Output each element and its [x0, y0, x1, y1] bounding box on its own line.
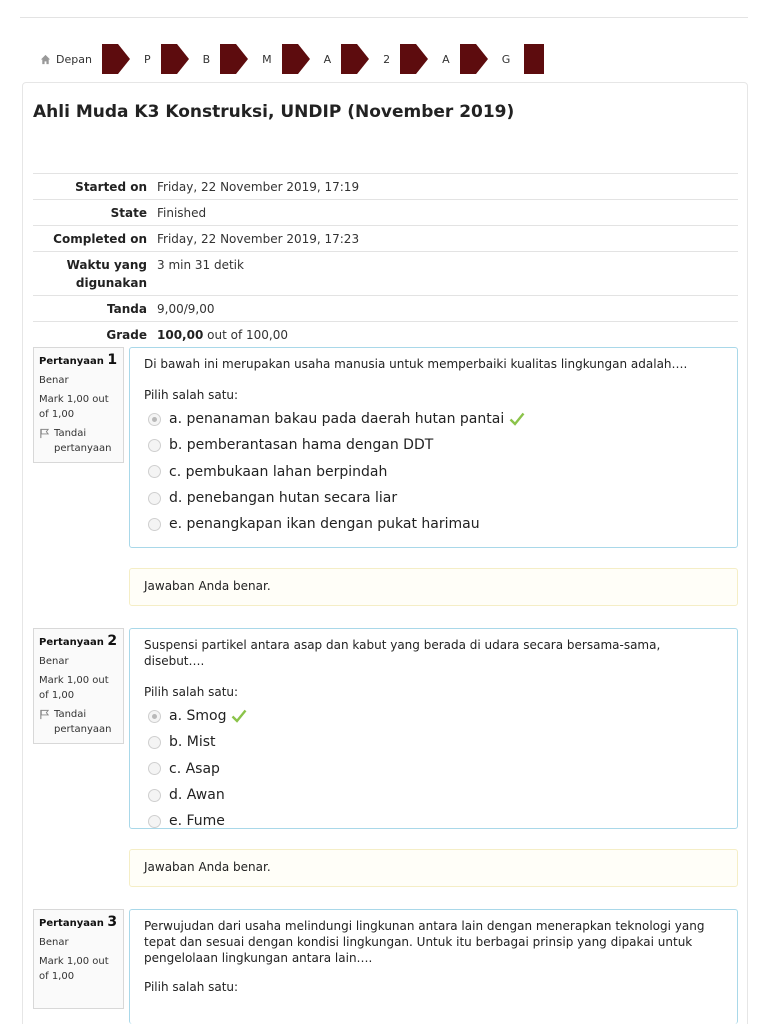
flag-question-button[interactable]	[39, 426, 118, 456]
grade-total: out of 100,00	[207, 328, 288, 342]
radio-button[interactable]	[148, 710, 161, 723]
question-text: Perwujudan dari usaha melindungi lingkunan antara lain dengan menerapkan teknologi yang tepat dan sesuai dengan kondisi lingkungan. Untuk itu berbagai prinsip yang dipakai untuk pengelolaan lingkungan antara lain….	[144, 919, 705, 965]
page-title: Ahli Muda K3 Konstruksi, UNDIP (November 2019)	[33, 102, 515, 122]
breadcrumb-separator	[460, 44, 488, 74]
answer-list	[144, 703, 723, 834]
answer-option[interactable]	[148, 459, 723, 485]
summary-row-started	[33, 173, 738, 199]
question-info-3	[33, 909, 124, 1009]
answer-feedback: Jawaban Anda benar.	[129, 849, 738, 887]
attempt-summary-table	[33, 173, 738, 347]
summary-value	[157, 326, 738, 344]
answer-label: e. Fume	[169, 813, 225, 830]
breadcrumb-separator	[341, 44, 369, 74]
breadcrumb-item-3[interactable]: M	[262, 52, 272, 66]
breadcrumb-end-marker	[524, 44, 544, 74]
answer-label: a. penanaman bakau pada daerah hutan pantai	[169, 411, 505, 428]
summary-row-completed	[33, 225, 738, 251]
breadcrumb-separator	[282, 44, 310, 74]
radio-button[interactable]	[148, 815, 161, 828]
summary-row-grade	[33, 321, 738, 347]
question-info-1	[33, 347, 124, 463]
top-divider	[20, 17, 748, 18]
answer-option[interactable]	[148, 729, 723, 755]
summary-row-time	[33, 251, 738, 295]
answer-option[interactable]	[148, 808, 723, 834]
answer-label: e. penangkapan ikan dengan pukat harimau	[169, 516, 480, 533]
breadcrumb-item-1[interactable]: P	[143, 52, 151, 66]
breadcrumb-home-label: Depan	[56, 52, 92, 66]
breadcrumb-separator	[161, 44, 189, 74]
answer-option[interactable]	[148, 511, 723, 537]
flag-icon	[39, 709, 50, 720]
flag-question-label: Tandai pertanyaan	[54, 709, 112, 735]
correct-check-icon	[509, 412, 525, 426]
summary-label: Tanda	[107, 302, 147, 316]
answer-prompt: Pilih salah satu:	[144, 980, 239, 994]
answer-label: b. pemberantasan hama dengan DDT	[169, 437, 434, 454]
breadcrumb-item-7[interactable]: G	[501, 52, 511, 66]
breadcrumb-item-5[interactable]: 2	[383, 52, 391, 66]
answer-label: a. Smog	[169, 708, 227, 725]
flag-icon	[39, 428, 50, 439]
correct-check-icon	[231, 709, 247, 723]
flag-question-button[interactable]	[39, 707, 118, 737]
radio-button[interactable]	[148, 413, 161, 426]
question-text: Suspensi partikel antara asap dan kabut yang berada di udara secara bersama-sama, disebut….	[144, 638, 661, 668]
question-mark: Mark 1,00 out of 1,00	[39, 956, 109, 982]
answer-option[interactable]	[148, 406, 723, 432]
question-mark: Mark 1,00 out of 1,00	[39, 675, 109, 701]
answer-feedback: Jawaban Anda benar.	[129, 568, 738, 606]
breadcrumb-item-2[interactable]: B	[202, 52, 211, 66]
radio-button[interactable]	[148, 762, 161, 775]
grade-score: 100,00	[157, 328, 204, 342]
answer-option[interactable]	[148, 485, 723, 511]
summary-value: 3 min 31 detik	[157, 258, 244, 272]
summary-value: 9,00/9,00	[157, 302, 215, 316]
answer-list	[144, 406, 723, 537]
summary-row-state	[33, 199, 738, 225]
question-number: Pertanyaan 1	[39, 352, 118, 368]
answer-option[interactable]	[148, 703, 723, 729]
breadcrumb-separator	[220, 44, 248, 74]
question-number: Pertanyaan 2	[39, 633, 118, 649]
question-number: Pertanyaan 3	[39, 914, 118, 930]
answer-option[interactable]	[148, 756, 723, 782]
summary-value: Friday, 22 November 2019, 17:23	[157, 232, 360, 246]
answer-label: d. penebangan hutan secara liar	[169, 490, 398, 507]
summary-row-marks	[33, 295, 738, 321]
breadcrumb	[40, 44, 544, 74]
summary-value: Finished	[157, 206, 207, 220]
question-info-2	[33, 628, 124, 744]
answer-prompt: Pilih salah satu:	[144, 685, 239, 699]
question-content-2	[129, 628, 738, 829]
summary-value: Friday, 22 November 2019, 17:19	[157, 180, 360, 194]
breadcrumb-separator	[400, 44, 428, 74]
answer-option[interactable]	[148, 432, 723, 458]
question-state: Benar	[39, 656, 69, 667]
radio-button[interactable]	[148, 736, 161, 749]
question-state: Benar	[39, 937, 69, 948]
radio-button[interactable]	[148, 465, 161, 478]
breadcrumb-separator	[102, 44, 130, 74]
radio-button[interactable]	[148, 518, 161, 531]
summary-label: Completed on	[53, 232, 147, 246]
summary-label: Waktu yang digunakan	[66, 258, 147, 290]
flag-question-label: Tandai pertanyaan	[54, 428, 112, 454]
answer-label: b. Mist	[169, 734, 216, 751]
question-content-3	[129, 909, 738, 1024]
summary-label: Started on	[75, 180, 147, 194]
breadcrumb-home-link[interactable]	[40, 53, 92, 66]
question-state: Benar	[39, 375, 69, 386]
answer-label: d. Awan	[169, 787, 225, 804]
question-text: Di bawah ini merupakan usaha manusia untuk memperbaiki kualitas lingkungan adalah….	[144, 357, 688, 371]
radio-button[interactable]	[148, 492, 161, 505]
question-content-1	[129, 347, 738, 548]
answer-option[interactable]	[148, 782, 723, 808]
summary-label: Grade	[106, 328, 147, 342]
answer-prompt: Pilih salah satu:	[144, 388, 239, 402]
summary-label: State	[110, 206, 147, 220]
radio-button[interactable]	[148, 439, 161, 452]
breadcrumb-item-4[interactable]: A	[323, 52, 332, 66]
answer-label: c. pembukaan lahan berpindah	[169, 463, 388, 480]
breadcrumb-item-6[interactable]: A	[442, 52, 450, 66]
answer-label: c. Asap	[169, 760, 220, 777]
radio-button[interactable]	[148, 789, 161, 802]
question-mark: Mark 1,00 out of 1,00	[39, 394, 109, 420]
home-icon	[40, 54, 51, 65]
